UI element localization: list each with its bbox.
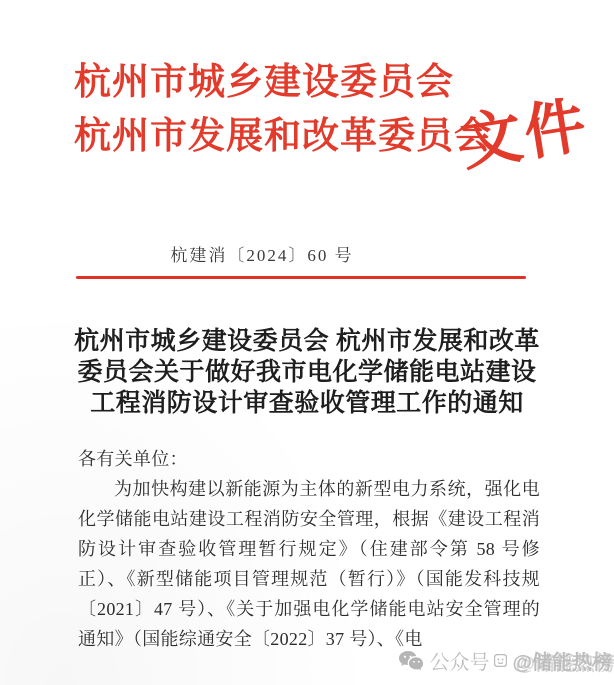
watermark-text-prefix: 公众号 — [429, 652, 490, 674]
title-line-2: 委员会关于做好我市电化学储能电站建设 — [77, 359, 537, 386]
letterhead-org-names — [74, 56, 492, 164]
salutation: 各有关单位： — [78, 449, 188, 469]
body-paragraph: 为加快构建以新能源为主体的新型电力系统，强化电化学储能电站建设工程消防安全管理，根据《建设工程消防设计审查验收管理暂行规定》（住建部令第 58 号修正）、《新型储能项目管理规范（暂行）》（国能发科技规〔2021〕47 号）、《关于加强电化学储能电站安全管理的通知》（国能综通安全〔2022〕37 号）、《电 — [78, 479, 540, 649]
watermark — [398, 646, 612, 675]
letter-body — [78, 444, 540, 654]
title-line-3: 工程消防设计审查验收管理工作的通知 — [90, 390, 524, 417]
title-line-1: 杭州市城乡建设委员会 杭州市发展和改革 — [74, 328, 540, 355]
document-title — [30, 326, 584, 419]
watermark-text-suffix: @储能热榜 — [512, 652, 612, 674]
doc-type-label: 文件 — [456, 92, 594, 179]
org-name-line-1: 杭州市城乡建设委员会 — [74, 62, 454, 103]
logo-icon — [494, 654, 507, 667]
wechat-icon — [398, 650, 424, 672]
doc-number: 杭建消〔2024〕60 号 — [170, 246, 354, 265]
red-divider-line — [76, 276, 526, 279]
org-name-line-2: 杭州市发展和改革委员会 — [74, 116, 492, 157]
